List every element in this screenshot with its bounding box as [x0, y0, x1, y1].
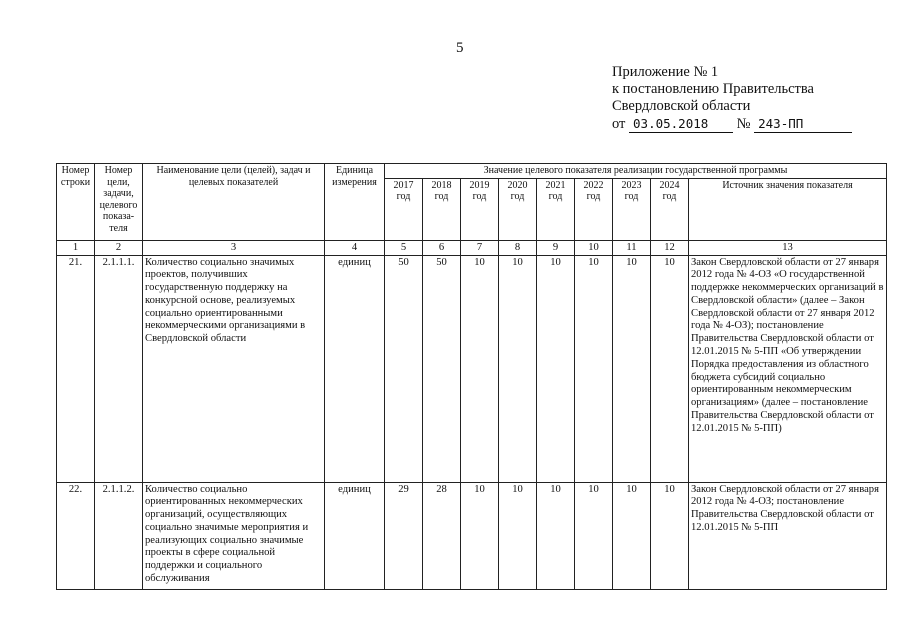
- value-cell: 10: [499, 482, 537, 589]
- column-number: 1: [57, 240, 95, 255]
- value-cell: 10: [461, 482, 499, 589]
- header-name: Наименование цели (целей), задач и целевых показателей: [143, 164, 325, 241]
- goal-number: 2.1.1.2.: [95, 482, 143, 589]
- indicator-name: Количество социально значимых проектов, получивших государственную поддержку на конкурсной основе, реализуемых социально ориентированными некоммерческими организациями в Свердловской области: [143, 255, 325, 482]
- unit: единиц: [325, 482, 385, 589]
- appendix-region: Свердловской области: [612, 98, 751, 114]
- value-cell: 28: [423, 482, 461, 589]
- header-row-1: [57, 164, 887, 179]
- value-cell: 10: [537, 482, 575, 589]
- header-values-group: Значение целевого показателя реализации государственной программы: [385, 164, 887, 179]
- value-cell: 10: [651, 255, 689, 482]
- resolution-date: 03.05.2018: [629, 115, 733, 133]
- unit: единиц: [325, 255, 385, 482]
- header-unit: Единица измерения: [325, 164, 385, 241]
- value-cell: 10: [575, 482, 613, 589]
- source-cell: Закон Свердловской области от 27 января 2012 года № 4-ОЗ; постановление Правительства Свердловской области от 12.01.2015 № 5-ПП: [689, 482, 887, 589]
- column-number: 3: [143, 240, 325, 255]
- indicators-table: [56, 163, 887, 590]
- column-number: 5: [385, 240, 423, 255]
- column-number: 4: [325, 240, 385, 255]
- value-cell: 50: [385, 255, 423, 482]
- column-number: 2: [95, 240, 143, 255]
- column-number: 13: [689, 240, 887, 255]
- goal-number: 2.1.1.1.: [95, 255, 143, 482]
- source-cell: Закон Свердловской области от 27 января 2012 года № 4-ОЗ «О государственной поддержке некоммерческих организаций в Свердловской области» (далее – Закон Свердловской области от 27 января 2012 года № 4-ОЗ); постановление Правительства Свердловской области от 12.01.2015 № 5-ПП «Об утверждении Порядка предоставления из областного бюджета субсидий социально ориентированным некоммерческим организациям» (далее – постановление Правительства Свердловской области от 12.01.2015 № 5-ПП): [689, 255, 887, 482]
- value-cell: 10: [461, 255, 499, 482]
- row-number: 21.: [57, 255, 95, 482]
- value-cell: 29: [385, 482, 423, 589]
- resolution-number: 243-ПП: [754, 115, 852, 133]
- value-cell: 10: [613, 255, 651, 482]
- header-year: 2022 год: [575, 178, 613, 240]
- page-number: 5: [456, 40, 464, 56]
- header-row-number: Номер строки: [57, 164, 95, 241]
- value-cell: 10: [651, 482, 689, 589]
- indicator-name: Количество социально ориентированных некоммерческих организаций, осуществляющих социально значимые мероприятия и реализующих социально значимые проекты в сфере социальной поддержки и социального обслуживания: [143, 482, 325, 589]
- column-number: 12: [651, 240, 689, 255]
- value-cell: 50: [423, 255, 461, 482]
- value-cell: 10: [499, 255, 537, 482]
- table-row: [57, 255, 887, 482]
- column-number: 10: [575, 240, 613, 255]
- appendix-block: [612, 64, 852, 133]
- column-number: 11: [613, 240, 651, 255]
- appendix-date-line: [612, 115, 852, 133]
- row-number: 22.: [57, 482, 95, 589]
- header-year: 2020 год: [499, 178, 537, 240]
- header-year: 2017 год: [385, 178, 423, 240]
- header-goal-number: Номер цели, задачи, целевого показа-теля: [95, 164, 143, 241]
- column-number: 9: [537, 240, 575, 255]
- column-number: 8: [499, 240, 537, 255]
- appendix-title: Приложение № 1: [612, 64, 719, 80]
- header-year: 2024 год: [651, 178, 689, 240]
- column-number: 7: [461, 240, 499, 255]
- from-label: от: [612, 116, 626, 132]
- header-year: 2021 год: [537, 178, 575, 240]
- value-cell: 10: [537, 255, 575, 482]
- header-year: 2018 год: [423, 178, 461, 240]
- value-cell: 10: [575, 255, 613, 482]
- column-number: 6: [423, 240, 461, 255]
- header-year: 2019 год: [461, 178, 499, 240]
- value-cell: 10: [613, 482, 651, 589]
- number-label: №: [736, 116, 751, 132]
- table-row: [57, 482, 887, 589]
- column-numbers-row: [57, 240, 887, 255]
- header-year: 2023 год: [613, 178, 651, 240]
- appendix-resolution: к постановлению Правительства: [612, 81, 814, 97]
- header-source: Источник значения показателя: [689, 178, 887, 240]
